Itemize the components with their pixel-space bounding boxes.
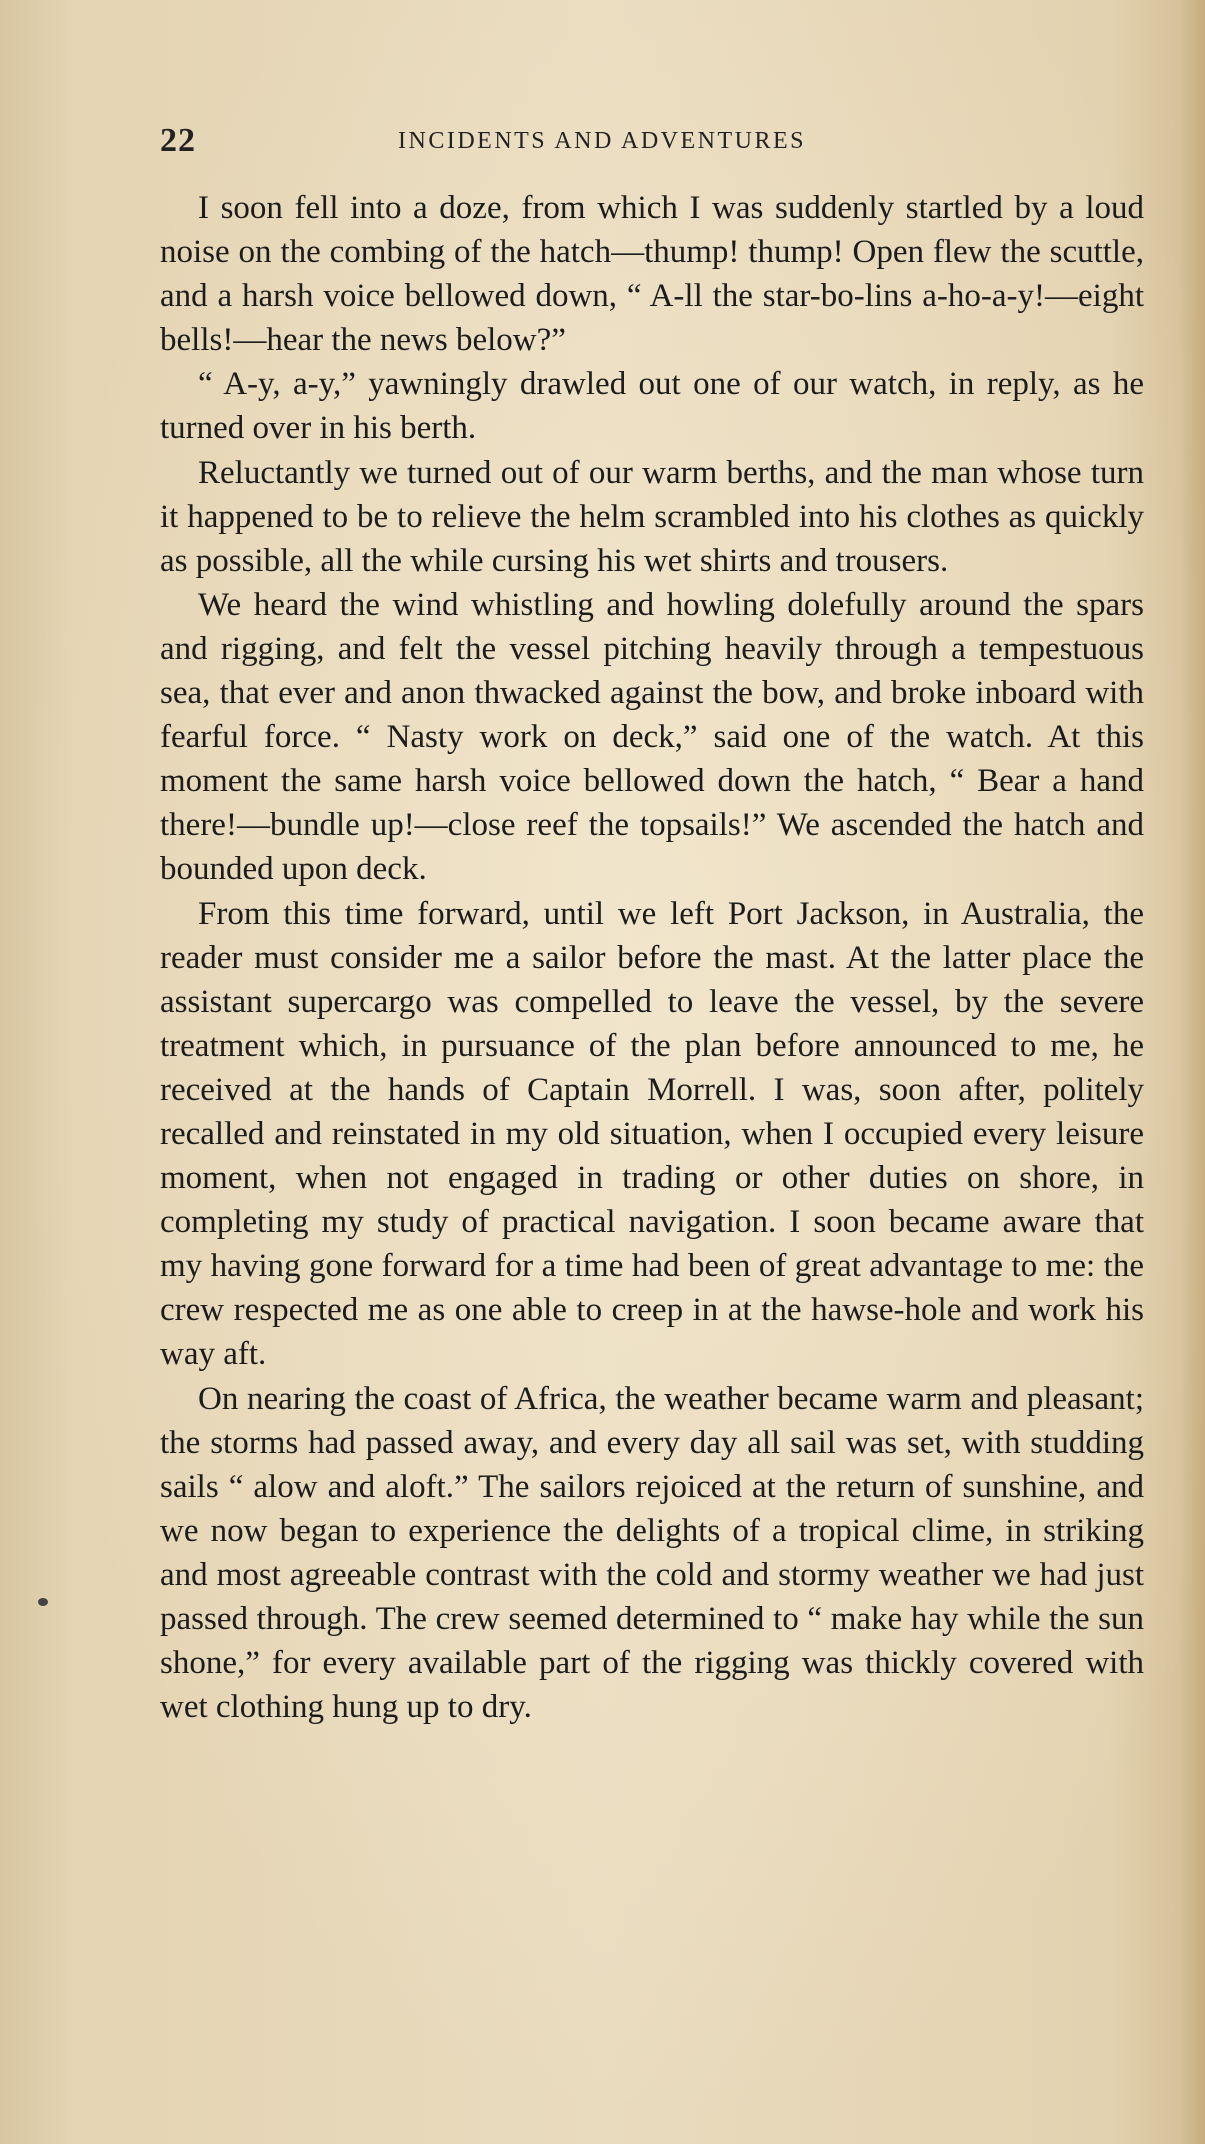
paragraph: We heard the wind whistling and howling dolefully around the spars and rigging, and felt the vessel pitching heavily through a tempestuous sea, that ever and anon thwacked against the bow, and broke inboard with fearful force. “ Nasty work on deck,” said one of the watch. At this moment the same harsh voice bellowed down the hatch, “ Bear a hand there!—bundle up!—close reef the topsails!” We ascended the hatch and bounded upon deck. [160,586,1144,888]
paragraph: Reluctantly we turned out of our warm berths, and the man whose turn it happened to be to relieve the helm scrambled into his clothes as quickly as possible, all the while cursing his wet shirts and trousers. [160,454,1144,579]
paragraph: I soon fell into a doze, from which I was suddenly startled by a loud noise on the combing of the hatch—thump! thump! Open flew the scuttle, and a harsh voice bellowed down, “ A-ll the star-bo-lins a-ho-a-y!—eight bells!—hear the news below?” [160,190,1144,359]
paragraph: “ A-y, a-y,” yawningly drawled out one of our watch, in reply, as he turned over in his berth. [160,366,1144,447]
paragraph: From this time forward, until we left Port Jackson, in Australia, the reader must consider me a sailor before the mast. At the latter place the assistant supercargo was compelled to leave the vessel, by the severe treatment which, in pursuance of the plan before announced to me, he received at the hands of Captain Morrell. I was, soon after, politely recalled and reinstated in my old situation, when I occupied every leisure moment, when not engaged in trading or other duties on shore, in completing my study of practical navigation. I soon became aware that my having gone forward for a time had been of great advantage to me: the crew respected me as one able to creep in at the hawse-hole and work his way aft. [160,895,1144,1373]
page-edge-shadow [1179,0,1205,2144]
ink-smudge-mark [38,1598,48,1606]
running-head: INCIDENTS AND ADVENTURES [398,128,806,154]
body-text [160,186,1144,1729]
page-number: 22 [160,122,196,159]
paragraph: On nearing the coast of Africa, the weather became warm and pleasant; the storms had passed away, and every day all sail was set, with studding sails “ alow and aloft.” The sailors rejoiced at the return of sunshine, and we now began to experience the delights of a tropical clime, in striking and most agreeable contrast with the cold and stormy weather we had just passed through. The crew seemed determined to “ make hay while the sun shone,” for every available part of the rigging was thickly covered with wet clothing hung up to dry. [160,1380,1144,1726]
page-header [160,122,920,162]
